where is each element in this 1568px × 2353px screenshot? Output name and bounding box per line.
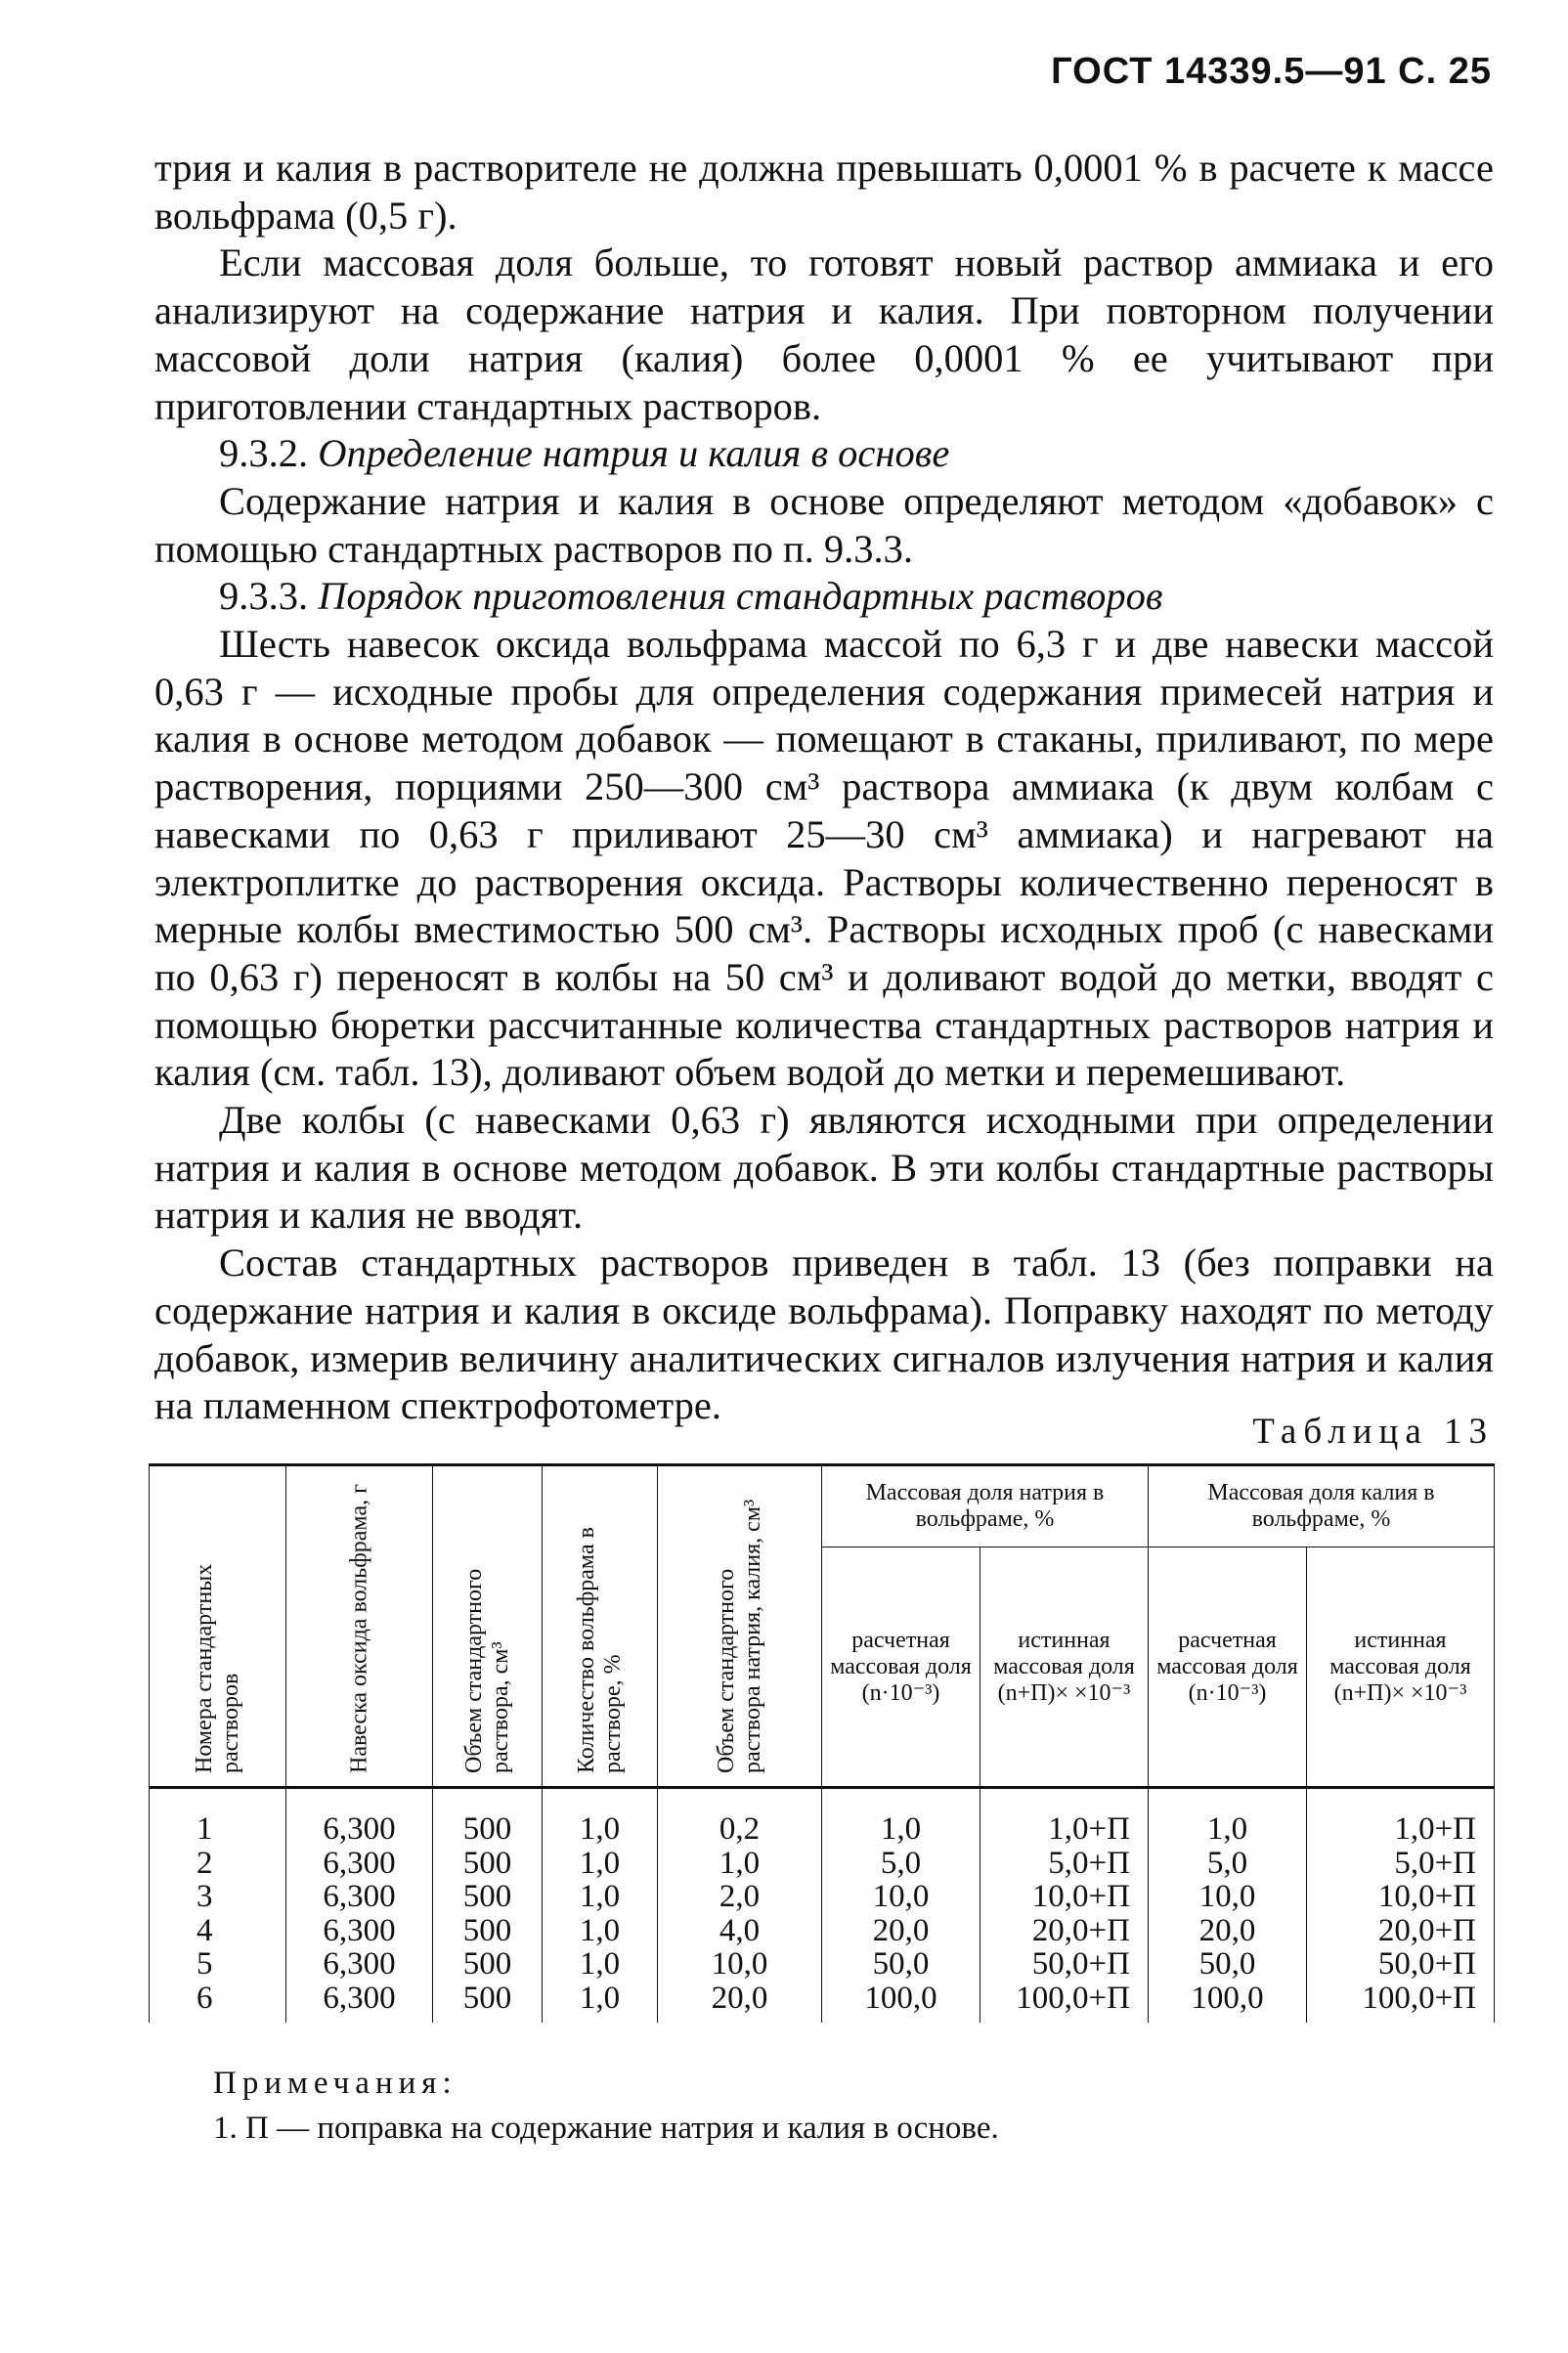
cell-k-calc: 5,0 (1149, 1847, 1307, 1881)
cell-std-volume: 0,2 (658, 1788, 822, 1847)
cell-volume: 500 (433, 1914, 543, 1948)
header-group-potassium: Массовая доля калия в вольфраме, % (1149, 1465, 1495, 1547)
cell-mass: 6,300 (286, 1947, 433, 1982)
cell-std-volume: 10,0 (658, 1947, 822, 1982)
cell-na-calc: 5,0 (822, 1847, 980, 1881)
body-text (154, 145, 1494, 1430)
header-solution-number (150, 1465, 286, 1788)
cell-k-calc: 10,0 (1149, 1880, 1307, 1914)
cell-na-true: 20,0+П (980, 1914, 1149, 1948)
cell-na-true: 1,0+П (980, 1788, 1149, 1847)
cell-na-calc: 50,0 (822, 1947, 980, 1982)
notes (213, 2061, 999, 2151)
cell-k-calc: 50,0 (1149, 1947, 1307, 1982)
cell-na-true: 5,0+П (980, 1847, 1149, 1881)
section-title: Определение натрия и калия в основе (318, 431, 950, 476)
cell-number: 1 (150, 1788, 286, 1847)
section-title: Порядок приготовления стандартных растворов (318, 574, 1163, 619)
paragraph: Шесть навесок оксида вольфрама массой по 6,3 г и две навески массой 0,63 г — исходные пробы для определения содержания примесей натрия и калия в основе методом добавок — помещают в стаканы, приливают, по мере растворения, порциями 250—300 см³ раствора аммиака (к двум колбам с навесками по 0,63 г приливают 25—30 см³ аммиака) и нагревают на электроплитке до растворения оксида. Растворы количественно переносят в мерные колбы вместимостью 500 см³. Растворы исходных проб (с навесками по 0,63 г) переносят в колбы на 50 см³ и доливают водой до метки, вводят с помощью бюретки рассчитанные количества стандартных растворов натрия и калия (см. табл. 13), доливают объем водой до метки и перемешивают. (154, 622, 1494, 1095)
cell-na-calc: 20,0 (822, 1914, 980, 1948)
cell-number: 2 (150, 1847, 286, 1881)
cell-na-true: 100,0+П (980, 1982, 1149, 2024)
table-row (150, 1914, 1495, 1948)
cell-k-true: 1,0+П (1307, 1788, 1495, 1847)
cell-tungsten: 1,0 (543, 1914, 658, 1948)
cell-number: 6 (150, 1982, 286, 2024)
header-text: Номера стандартных растворов (191, 1563, 243, 1773)
header-text: Количество вольфрама в растворе, % (573, 1526, 626, 1773)
paragraph-continuation: трия и калия в растворителе не должна превышать 0,0001 % в расчете к массе вольфрама (0,5 г). (154, 146, 1494, 238)
cell-std-volume: 2,0 (658, 1880, 822, 1914)
header-sodium-calculated: расчетная массовая доля (n·10⁻³) (822, 1547, 980, 1788)
cell-mass: 6,300 (286, 1982, 433, 2024)
table-row (150, 1982, 1495, 2024)
header-potassium-calculated: расчетная массовая доля (n·10⁻³) (1149, 1547, 1307, 1788)
cell-na-calc: 1,0 (822, 1788, 980, 1847)
cell-volume: 500 (433, 1788, 543, 1847)
cell-std-volume: 20,0 (658, 1982, 822, 2024)
cell-na-calc: 100,0 (822, 1982, 980, 2024)
cell-na-calc: 10,0 (822, 1880, 980, 1914)
cell-tungsten: 1,0 (543, 1947, 658, 1982)
table-row (150, 1947, 1495, 1982)
cell-k-calc: 1,0 (1149, 1788, 1307, 1847)
header-text: Объем стандартного раствора натрия, калия, см³ (713, 1499, 765, 1773)
cell-number: 3 (150, 1880, 286, 1914)
section-number: 9.3.2. (219, 431, 309, 476)
cell-number: 4 (150, 1914, 286, 1948)
paragraph: Состав стандартных растворов приведен в табл. 13 (без поправки на содержание натрия и калия в оксиде вольфрама). Поправку находят по методу добавок, измерив величину аналитических сигналов излучения натрия и калия на пламенном спектрофотометре. (154, 1241, 1494, 1428)
header-potassium-true: истинная массовая доля (n+П)× ×10⁻³ (1307, 1547, 1495, 1788)
cell-k-true: 20,0+П (1307, 1914, 1495, 1948)
header-solution-volume (433, 1465, 543, 1788)
header-oxide-mass (286, 1465, 433, 1788)
table-row (150, 1788, 1495, 1847)
header-tungsten-amount (543, 1465, 658, 1788)
cell-mass: 6,300 (286, 1788, 433, 1847)
notes-title: Примечания: (213, 2066, 457, 2101)
note-item: 1. П — поправка на содержание натрия и калия в основе. (213, 2111, 999, 2146)
paragraph: Содержание натрия и калия в основе определяют методом «добавок» с помощью стандартных растворов по п. 9.3.3. (154, 478, 1494, 571)
cell-mass: 6,300 (286, 1880, 433, 1914)
cell-std-volume: 1,0 (658, 1847, 822, 1881)
cell-k-true: 50,0+П (1307, 1947, 1495, 1982)
paragraph: Две колбы (с навесками 0,63 г) являются исходными при определении натрия и калия в основе методом добавок. В эти колбы стандартные растворы натрия и калия не вводят. (154, 1098, 1494, 1238)
section-heading-9-3-2 (154, 430, 1494, 478)
cell-mass: 6,300 (286, 1914, 433, 1948)
cell-std-volume: 4,0 (658, 1914, 822, 1948)
cell-mass: 6,300 (286, 1847, 433, 1881)
cell-k-true: 10,0+П (1307, 1880, 1495, 1914)
section-number: 9.3.3. (219, 574, 309, 619)
cell-k-calc: 20,0 (1149, 1914, 1307, 1948)
table-row (150, 1847, 1495, 1881)
cell-volume: 500 (433, 1982, 543, 2024)
cell-volume: 500 (433, 1880, 543, 1914)
standard-solutions-table (149, 1463, 1495, 2023)
table-caption: Таблица 13 (1252, 1412, 1494, 1452)
header-std-volume (658, 1465, 822, 1788)
header-sodium-true: истинная массовая доля (n+П)× ×10⁻³ (980, 1547, 1149, 1788)
header-text: Объем стандартного раствора, см³ (460, 1568, 513, 1773)
header-group-sodium: Массовая доля натрия в вольфраме, % (822, 1465, 1149, 1547)
cell-volume: 500 (433, 1847, 543, 1881)
cell-tungsten: 1,0 (543, 1847, 658, 1881)
cell-tungsten: 1,0 (543, 1880, 658, 1914)
cell-tungsten: 1,0 (543, 1982, 658, 2024)
cell-number: 5 (150, 1947, 286, 1982)
section-heading-9-3-3 (154, 573, 1494, 621)
paragraph: Если массовая доля больше, то готовят новый раствор аммиака и его анализируют на содержание натрия и калия. При повторном получении массовой доли натрия (калия) более 0,0001 % ее учитывают при приготовлении стандартных растворов. (154, 240, 1494, 428)
cell-volume: 500 (433, 1947, 543, 1982)
running-head: ГОСТ 14339.5—91 С. 25 (1051, 51, 1492, 92)
table-row (150, 1880, 1495, 1914)
cell-na-true: 50,0+П (980, 1947, 1149, 1982)
header-text: Навеска оксида вольфрама, г (346, 1483, 371, 1773)
cell-tungsten: 1,0 (543, 1788, 658, 1847)
cell-na-true: 10,0+П (980, 1880, 1149, 1914)
cell-k-true: 5,0+П (1307, 1847, 1495, 1881)
cell-k-true: 100,0+П (1307, 1982, 1495, 2024)
cell-k-calc: 100,0 (1149, 1982, 1307, 2024)
